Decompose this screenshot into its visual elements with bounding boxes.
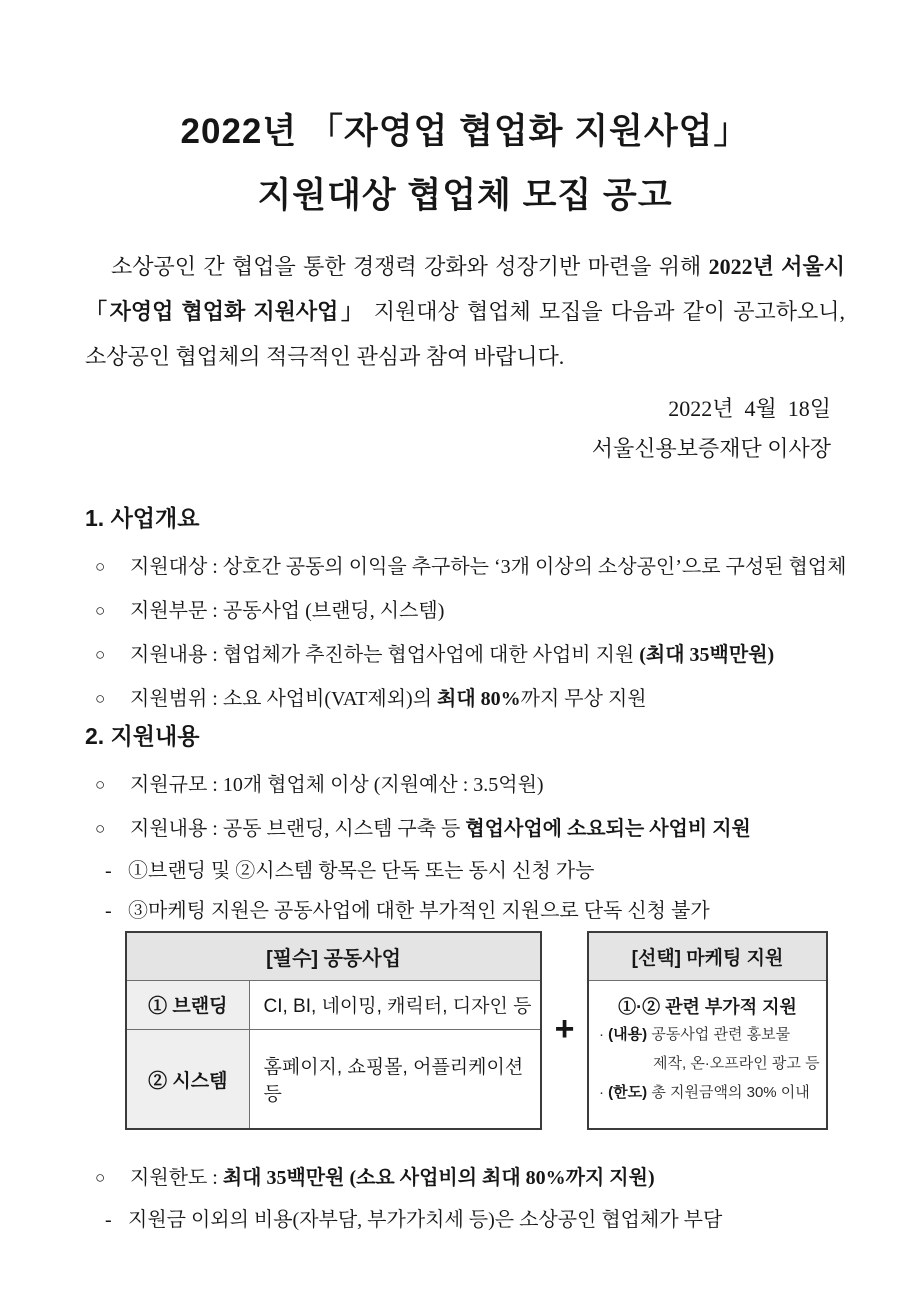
footer-items <box>85 1156 845 1240</box>
item-text-bold: 협업사업에 소요되는 사업비 지원 <box>465 818 751 840</box>
row-label-system: ② 시스템 <box>126 1030 249 1129</box>
plus-icon: + <box>554 1009 575 1048</box>
sub-item-text: ①브랜딩 및 ②시스템 항목은 단독 또는 동시 신청 가능 <box>128 860 595 882</box>
row-desc-branding: CI, BI, 네이밍, 캐릭터, 디자인 등 <box>249 980 541 1030</box>
list-item-text <box>130 677 647 721</box>
circle-bullet-icon: ○ <box>95 601 106 620</box>
item-text-regular: 지원한도 : <box>130 1167 223 1189</box>
list-item-text <box>130 807 751 851</box>
circle-bullet-icon: ○ <box>95 1168 106 1187</box>
limit-label: (한도) <box>608 1084 648 1101</box>
item-text-regular: 지원범위 : 소요 사업비(VAT제외)의 <box>130 688 438 710</box>
section2-heading: 2. 지원내용 <box>85 723 200 749</box>
intro-text-bold: 2022년 서울시 「자영업 협업화 지원사업」 <box>85 254 845 324</box>
list-item-text <box>130 545 846 589</box>
list-item-support-field <box>85 589 845 633</box>
sub-item-text: ③마케팅 지원은 공동사업에 대한 부가적인 지원으로 단독 신청 불가 <box>128 900 710 922</box>
list-item-text <box>130 589 444 633</box>
circle-bullet-icon: ○ <box>95 557 106 576</box>
limit-text: 총 지원금액의 30% 이내 <box>647 1084 810 1101</box>
intro-text-regular: 소상공인 간 협업을 통한 경쟁력 강화와 성장기반 마련을 위해 <box>111 254 709 279</box>
sub-item-self-pay <box>85 1200 845 1240</box>
section1-items <box>85 545 845 721</box>
sub-item-text: 지원금 이외의 비용(자부담, 부가가치세 등)은 소상공인 협업체가 부담 <box>128 1209 723 1231</box>
table-row <box>126 1030 541 1129</box>
document-title <box>85 100 845 228</box>
circle-bullet-icon: ○ <box>95 645 106 664</box>
title-line-2: 지원대상 협업체 모집 공고 <box>257 176 673 215</box>
item-text-regular-2: 까지 무상 지원 <box>520 688 647 710</box>
list-item-support-range <box>85 677 845 721</box>
item-text-bold: (최대 35백만원) <box>639 644 775 666</box>
item-text-bold: 최대 80% <box>437 688 521 710</box>
list-item-text <box>130 763 544 807</box>
optional-marketing-table <box>587 931 828 1130</box>
item-text-regular: 지원대상 : 상호간 공동의 이익을 추구하는 ‘3개 이상의 소상공인’으로 구성된 협업체 <box>130 556 847 578</box>
list-item-support-target <box>85 545 845 589</box>
optional-table-body <box>589 981 826 1128</box>
optional-table-header: [선택] 마케팅 지원 <box>589 933 826 981</box>
list-item-support-limit <box>85 1156 845 1200</box>
item-text-bold: 최대 35백만원 (소요 사업비의 최대 80%까지 지원) <box>222 1167 655 1189</box>
intro-text-regular-2: 지원대상 협업체 모집을 다음과 같이 공고하오니, 소상공인 협업체의 적극적인 관심과 참여 바랍니다. <box>85 299 845 369</box>
row-label-branding: ① 브랜딩 <box>126 980 249 1030</box>
dash-bullet-icon: - <box>105 1209 112 1231</box>
dash-bullet-icon: - <box>105 900 112 922</box>
optional-limit-line <box>589 1078 826 1107</box>
signoff-block <box>85 389 845 469</box>
item-text-regular: 지원부문 : 공동사업 (브랜딩, 시스템) <box>130 600 445 622</box>
item-text-regular: 지원규모 : 10개 협업체 이상 (지원예산 : 3.5억원) <box>130 774 544 796</box>
section2-items <box>85 763 845 931</box>
circle-bullet-icon: ○ <box>95 819 106 838</box>
content-text: 공동사업 관련 홍보물 <box>647 1026 791 1043</box>
list-item-support-scale <box>85 763 845 807</box>
support-structure-diagram <box>125 931 845 1130</box>
sub-item-marketing <box>85 891 845 931</box>
optional-content-line <box>589 1020 826 1049</box>
list-item-text <box>130 633 774 677</box>
item-text-regular: 지원내용 : 협업체가 추진하는 협업사업에 대한 사업비 지원 <box>130 644 640 666</box>
list-item-support-content <box>85 633 845 677</box>
required-joint-project-table <box>125 931 542 1130</box>
section1-heading: 1. 사업개요 <box>85 505 200 531</box>
circle-bullet-icon: ○ <box>95 775 106 794</box>
table-row <box>126 980 541 1030</box>
sub-item-branding-system <box>85 851 845 891</box>
table-header-row <box>126 932 541 980</box>
intro-paragraph <box>85 244 845 379</box>
plus-gap <box>542 931 587 1130</box>
circle-bullet-icon: ○ <box>95 689 106 708</box>
list-item-text <box>130 1156 655 1200</box>
required-table-header: [필수] 공동사업 <box>126 932 541 980</box>
dash-bullet-icon: - <box>105 860 112 882</box>
content-label: (내용) <box>608 1026 648 1043</box>
dot-bullet-icon: · <box>599 1026 604 1043</box>
item-text-regular: 지원내용 : 공동 브랜딩, 시스템 구축 등 <box>130 818 466 840</box>
signer-name: 서울신용보증재단 이사장 <box>591 436 831 461</box>
optional-content-wrap-line: 제작, 온·오프라인 광고 등 <box>653 1055 820 1072</box>
row-desc-system: 홈페이지, 쇼핑몰, 어플리케이션 등 <box>249 1030 541 1129</box>
announcement-date: 2022년 4월 18일 <box>668 396 831 421</box>
list-item-support-content-2 <box>85 807 845 851</box>
title-line-1: 2022년 「자영업 협업화 지원사업」 <box>180 112 750 151</box>
optional-body-title: ①·② 관련 부가적 지원 <box>618 997 797 1017</box>
dot-bullet-icon: · <box>599 1084 604 1101</box>
